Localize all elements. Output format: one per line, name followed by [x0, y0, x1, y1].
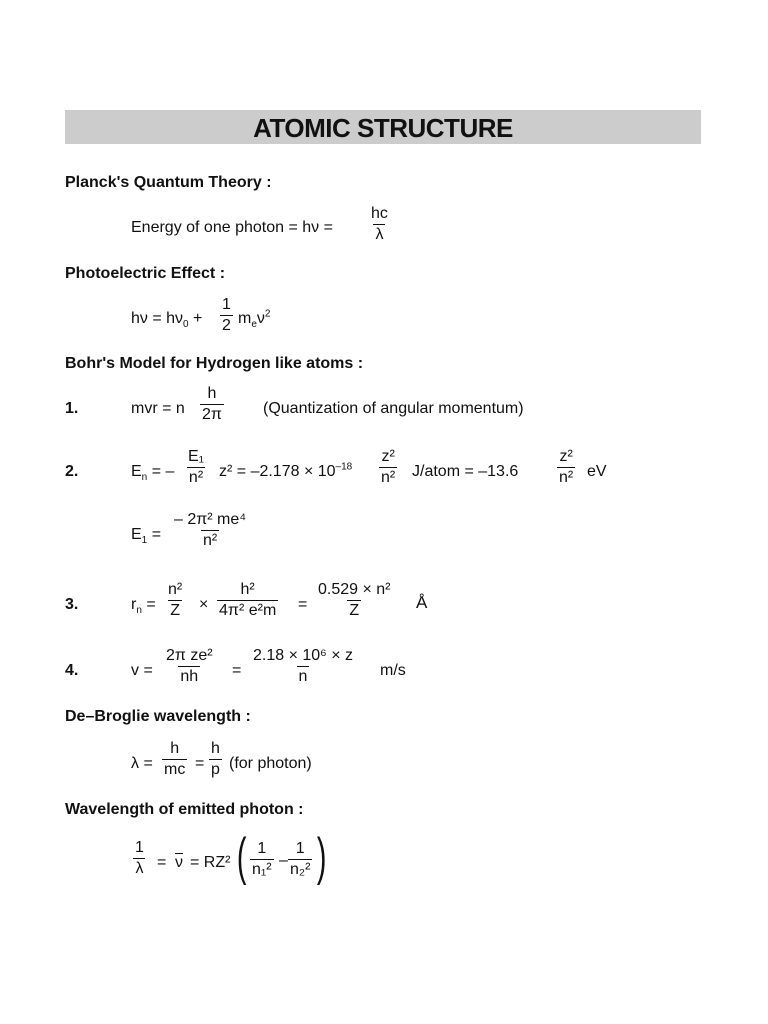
item-2-fraction-3: [557, 449, 575, 486]
item-4-unit: m/s: [380, 662, 406, 679]
item-2-mid: [219, 463, 352, 481]
photoelectric-frac-num: 1: [222, 296, 231, 313]
planck-frac-den: λ: [375, 226, 384, 243]
planck-heading: Planck's Quantum Theory :: [65, 174, 272, 191]
item-4-lhs: v =: [131, 662, 153, 679]
item-3-number: 3.: [65, 596, 79, 613]
item-1-frac-num: h: [207, 385, 217, 402]
item-4-f2-num: 2.18 × 10⁶ × z: [253, 647, 353, 664]
page-title: ATOMIC STRUCTURE: [253, 113, 513, 143]
velocity-exponent: 2: [264, 308, 271, 320]
item-3-f1-den: Z: [170, 602, 180, 619]
item-3-f3-num: 0.529 × n²: [318, 581, 391, 598]
emitted-f1-num: 1: [257, 840, 267, 857]
item-3-lhs: [131, 596, 156, 617]
energy-symbol: E: [131, 463, 142, 480]
planck-fraction: [369, 206, 390, 243]
item-2-f3-num: z²: [559, 448, 573, 465]
emitted-f0-num: 1: [135, 839, 144, 856]
item-3-equals: =: [146, 596, 156, 613]
emitted-equals: =: [157, 854, 167, 871]
debroglie-note: (for photon): [229, 755, 312, 772]
item-4-f1-den: nh: [180, 668, 199, 685]
item-4-f2-den: n: [298, 668, 308, 685]
mass-symbol: m: [238, 310, 252, 327]
nu-bar: $\overline{\nu}$: [175, 854, 183, 871]
item-2-lhs: [131, 463, 175, 484]
equals-minus: = –: [151, 463, 175, 480]
photoelectric-plus: +: [193, 310, 203, 327]
emitted-f1-den: n₁²: [252, 861, 272, 878]
debroglie-fraction-1: [162, 741, 187, 778]
item-2-number: 2.: [65, 463, 79, 480]
e1-subscript: 1: [141, 535, 148, 547]
photoelectric-equation: [131, 310, 203, 331]
photoelectric-fraction: [220, 297, 233, 334]
velocity-symbol: ν: [256, 310, 265, 327]
emitted-f0-den: λ: [135, 860, 144, 877]
debroglie-fraction-2: [209, 741, 222, 778]
item-2-f1-den: n²: [188, 469, 204, 486]
item-4-fraction-2: [251, 648, 355, 685]
debroglie-f2-den: p: [211, 761, 220, 778]
item-2-fraction-2: [379, 449, 397, 486]
right-paren: ): [316, 828, 327, 886]
photoelectric-kinetic: [238, 308, 271, 331]
radius-subscript: n: [136, 605, 142, 617]
emitted-fraction-0: [133, 840, 146, 877]
item-3-f1-num: n²: [168, 581, 183, 598]
item-4-equals: =: [232, 662, 242, 679]
emitted-f2-num: 1: [295, 840, 305, 857]
planck-equation-lhs: Energy of one photon = hν =: [131, 219, 333, 236]
item-1-frac-den: 2π: [202, 406, 222, 423]
e1-symbol: E: [131, 526, 142, 543]
item-1-fraction: [200, 386, 224, 423]
e1-equals: =: [151, 526, 162, 543]
item-2-exponent: –18: [335, 461, 353, 473]
wavenumber-symbol: [175, 854, 183, 872]
item-3-f3-den: Z: [349, 602, 360, 619]
angstrom-unit: Å: [416, 593, 428, 612]
item-3-fraction-3: [316, 582, 393, 619]
item-2-fraction-1: [186, 449, 206, 486]
emitted-fraction-1: [250, 841, 274, 878]
debroglie-f2-num: h: [211, 740, 220, 757]
emitted-heading: Wavelength of emitted photon :: [65, 801, 304, 818]
item-3-fraction-1: [166, 582, 184, 619]
e1-frac-den: n²: [202, 532, 218, 549]
item-1-number: 1.: [65, 400, 79, 417]
e1-fraction: [172, 512, 248, 549]
item-4-number: 4.: [65, 662, 79, 679]
e1-frac-num: – 2π² me⁴: [174, 511, 247, 528]
mass-subscript: e: [251, 319, 257, 331]
planck-frac-num: hc: [371, 205, 388, 222]
emitted-fraction-2: [288, 841, 312, 878]
nu0-subscript: 0: [183, 319, 189, 331]
title-bar: [65, 110, 701, 144]
item-1-lhs: mvr = n: [131, 400, 185, 417]
debroglie-equals: =: [195, 755, 205, 772]
debroglie-heading: De–Broglie wavelength :: [65, 708, 251, 725]
item-2-f2-den: n²: [381, 469, 396, 486]
item-3-fraction-2: [217, 582, 278, 619]
debroglie-f1-num: h: [170, 740, 180, 757]
item-2-mid-text: z² = –2.178 × 10: [219, 463, 336, 480]
bohr-heading: Bohr's Model for Hydrogen like atoms :: [65, 355, 364, 372]
energy-subscript: n: [141, 472, 148, 484]
debroglie-lhs: λ =: [131, 755, 153, 772]
item-4-f1-num: 2π ze²: [166, 647, 213, 664]
item-2-unit-2: eV: [587, 463, 607, 480]
photoelectric-frac-den: 2: [222, 317, 231, 334]
e1-lhs: [131, 526, 162, 547]
item-3-times: ×: [199, 596, 209, 613]
item-2-unit-1: J/atom = –13.6: [412, 463, 519, 480]
left-paren: (: [236, 828, 247, 886]
item-4-fraction-1: [164, 648, 215, 685]
item-3-f2-den: 4π² e²m: [219, 602, 277, 619]
item-3-equals-2: =: [298, 596, 308, 613]
rydberg-term: = RZ²: [190, 854, 231, 871]
item-2-f3-den: n²: [559, 469, 574, 486]
item-3-f2-num: h²: [240, 581, 255, 598]
debroglie-f1-den: mc: [164, 761, 186, 778]
item-1-note: (Quantization of angular momentum): [263, 400, 524, 417]
item-2-f1-num: E₁: [188, 448, 205, 465]
photoelectric-heading: Photoelectric Effect :: [65, 265, 226, 282]
emitted-f2-den: n₂²: [290, 861, 311, 878]
item-2-f2-num: z²: [381, 448, 395, 465]
radius-symbol: r: [131, 596, 137, 613]
photoelectric-lhs: hν = hν: [131, 310, 184, 327]
emitted-minus: –: [279, 852, 288, 869]
